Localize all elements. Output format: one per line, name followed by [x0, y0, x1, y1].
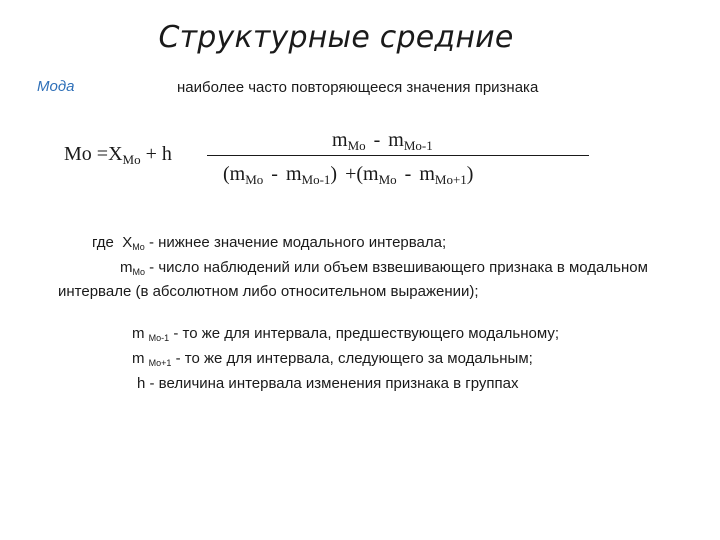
- den-m-3: m: [363, 163, 379, 185]
- definition-term: Мода: [37, 78, 75, 95]
- formula-lhs: [64, 143, 172, 168]
- x-subscript: Mo: [122, 152, 141, 167]
- legend-m-symbol: m: [120, 259, 133, 276]
- legend-intro: где: [92, 234, 114, 251]
- legend-m-text: - число наблюдений или объем взвешивающего признака в модальном интервале (в абсолютном либо относительном выражении);: [58, 259, 648, 300]
- den-rparen-1: ): [330, 163, 338, 185]
- legend-m-next: [132, 349, 533, 373]
- den-lparen-2: (: [356, 163, 364, 185]
- legend-m-subscript: Mo: [132, 267, 146, 277]
- den-minus-1: -: [271, 163, 278, 185]
- x-symbol: X: [108, 143, 123, 165]
- den-plus: +: [345, 163, 357, 185]
- num-m: m: [332, 129, 348, 151]
- legend-h-text: - величина интервала изменения признака в группах: [145, 375, 519, 392]
- den-m-2-subscript: Mo-1: [301, 172, 331, 187]
- fraction-bar: [207, 155, 589, 156]
- legend-m-next-subscript: Mo+1: [148, 358, 172, 368]
- formula-denominator: [223, 163, 473, 188]
- equals-sign: =: [96, 143, 109, 165]
- num-m-prev-subscript: Mo-1: [403, 138, 433, 153]
- den-m-4: m: [419, 163, 435, 185]
- den-m-2: m: [285, 163, 302, 185]
- den-m-1: m: [229, 163, 246, 185]
- num-m-prev: m: [388, 129, 404, 151]
- den-m-1-subscript: Mo: [245, 172, 264, 187]
- legend-x-text: - нижнее значение модального интервала;: [144, 234, 447, 251]
- den-m-3-subscript: Mo: [378, 172, 397, 187]
- legend-m-prev-subscript: Mo-1: [148, 333, 170, 343]
- legend-m-prev: [132, 324, 559, 348]
- legend-x-subscript: Mo: [132, 242, 145, 252]
- num-minus: -: [373, 129, 381, 151]
- legend-m-prev-symbol: m: [132, 325, 145, 342]
- definition-text: наиболее часто повторяющееся значения признака: [177, 79, 539, 96]
- formula-numerator: [332, 129, 433, 154]
- legend-m-prev-text: - то же для интервала, предшествующего модальному;: [169, 325, 559, 342]
- slide-title: Структурные средние: [158, 20, 514, 55]
- legend-m: [58, 258, 668, 302]
- den-minus-2: -: [404, 163, 412, 185]
- legend-m-next-text: - то же для интервала, следующего за модальным;: [171, 350, 533, 367]
- mode-symbol: Mo: [64, 143, 92, 165]
- den-lparen-1: (: [223, 163, 230, 185]
- den-rparen-2: ): [466, 163, 474, 185]
- legend-h: [137, 374, 519, 394]
- h-symbol: h: [161, 143, 172, 165]
- legend-x-symbol: X: [122, 234, 133, 251]
- legend-m-next-symbol: m: [132, 350, 145, 367]
- mode-formula: [60, 126, 600, 196]
- legend-x: [92, 233, 446, 257]
- plus-sign: +: [145, 143, 157, 165]
- num-m-subscript: Mo: [347, 138, 366, 153]
- legend-h-symbol: h: [137, 375, 146, 392]
- den-m-4-subscript: Mo+1: [434, 172, 467, 187]
